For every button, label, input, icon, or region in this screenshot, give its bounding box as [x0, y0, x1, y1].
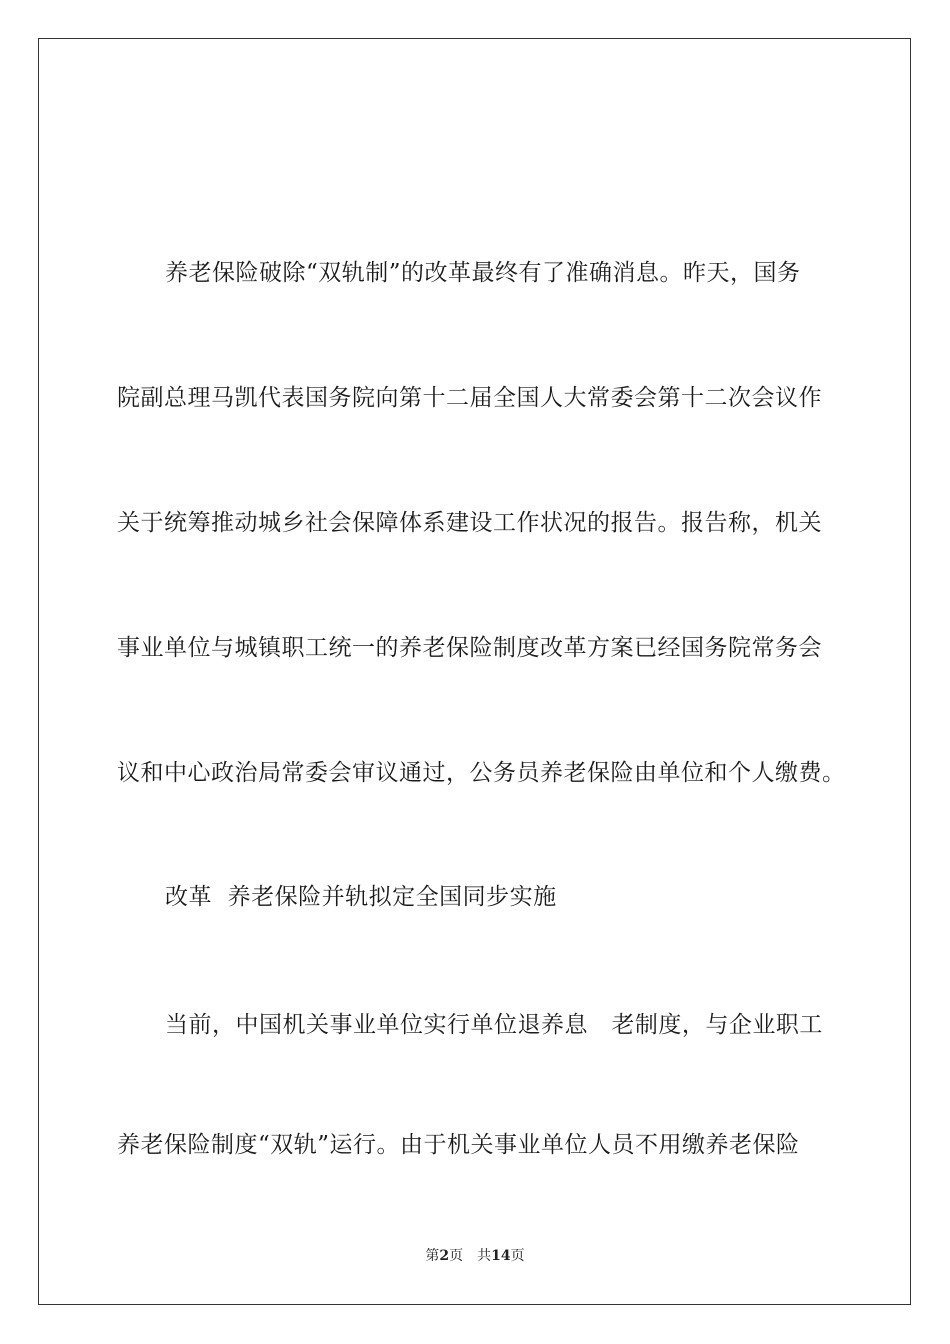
- paragraph-line-5: 议和中心政治局常委会审议通过，公务员养老保险由单位和个人缴费。: [117, 760, 846, 786]
- footer-total-suffix: 页: [510, 1248, 525, 1264]
- footer-page-prefix: 第: [425, 1248, 440, 1264]
- paragraph-line-2: 院副总理马凯代表国务院向第十二届全国人大常委会第十二次会议作: [117, 385, 822, 411]
- section-heading: 改革 养老保险并轨拟定全国同步实施: [165, 884, 557, 910]
- footer-page-number: 2: [439, 1248, 450, 1264]
- footer-total-pages: 14: [491, 1248, 511, 1264]
- footer-page-suffix: 页: [449, 1248, 464, 1264]
- page-footer: [0, 1246, 950, 1266]
- page-frame: [38, 38, 911, 1305]
- paragraph-line-7: 当前，中国机关事业单位实行单位退养息 老制度，与企业职工: [165, 1012, 823, 1038]
- paragraph-line-1: 养老保险破除“双轨制”的改革最终有了准确消息。昨天，国务: [165, 260, 801, 286]
- paragraph-line-8: 养老保险制度“双轨”运行。由于机关事业单位人员不用缴养老保险: [117, 1132, 800, 1158]
- paragraph-line-3: 关于统筹推动城乡社会保障体系建设工作状况的报告。报告称，机关: [117, 510, 822, 536]
- footer-total-prefix: 共: [477, 1248, 492, 1264]
- paragraph-line-4: 事业单位与城镇职工统一的养老保险制度改革方案已经国务院常务会: [117, 635, 822, 661]
